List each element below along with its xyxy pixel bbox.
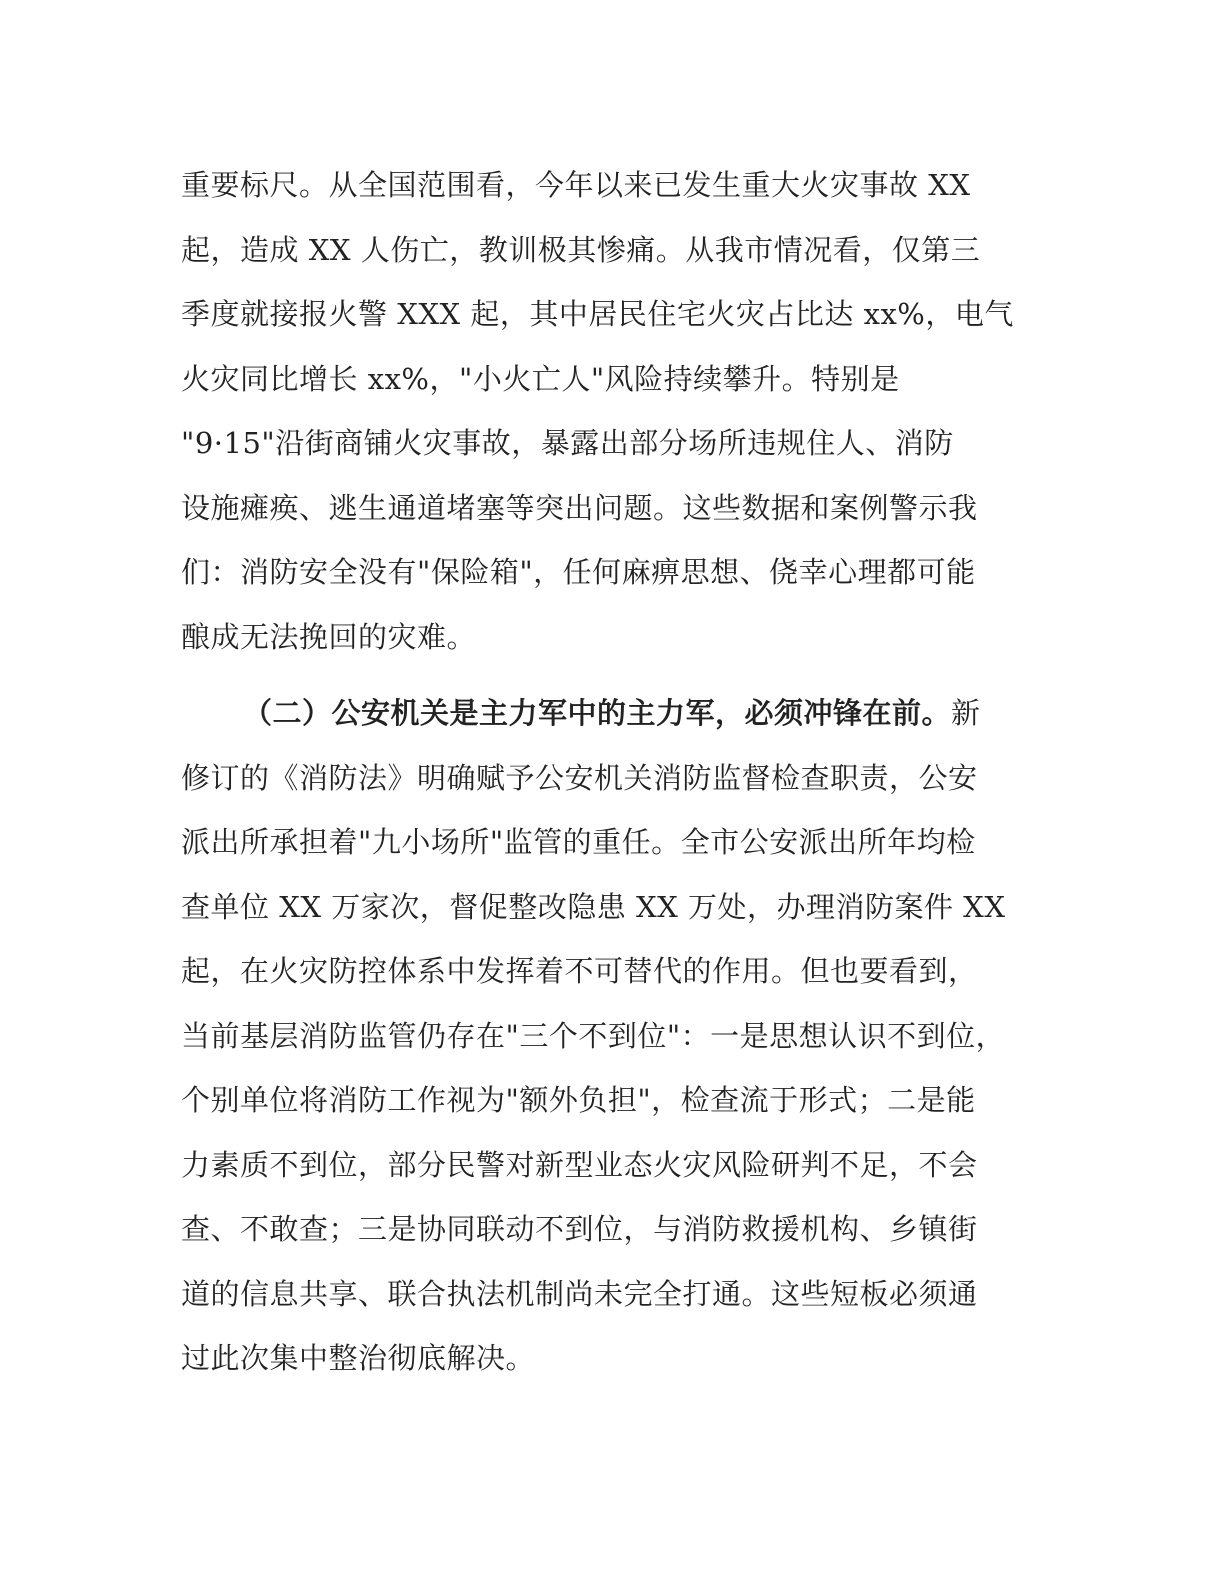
- paragraph-1: [181, 153, 1061, 669]
- text-line: 起，造成 XX 人伤亡，教训极其惨痛。从我市情况看，仅第三: [181, 232, 981, 267]
- text-line: 当前基层消防监管仍存在"三个不到位"：一是思想认识不到位，: [181, 1018, 1006, 1053]
- text-line: 力素质不到位，部分民警对新型业态火灾风险研判不足，不会: [181, 1147, 978, 1182]
- text-line: 季度就接报火警 XXX 起，其中居民住宅火灾占比达 xx%，电气: [181, 297, 1014, 331]
- text-line: 火灾同比增长 xx%，"小火亡人"风险持续攀升。特别是: [181, 361, 900, 396]
- text-line: 查、不敢查；三是协同联动不到位，与消防救援机构、乡镇街: [181, 1212, 978, 1246]
- text-line: 过此次集中整治彻底解决。: [181, 1341, 536, 1375]
- paragraph-2: [181, 681, 1061, 1391]
- text-line: 酿成无法挽回的灾难。: [181, 619, 477, 654]
- text-line: 们：消防安全没有"保险箱"，任何麻痹思想、侥幸心理都可能: [181, 555, 976, 589]
- text-line: 个别单位将消防工作视为"额外负担"，检查流于形式；二是能: [181, 1083, 976, 1117]
- text-line: 查单位 XX 万家次，督促整改隐患 XX 万处，办理消防案件 XX: [181, 889, 1006, 924]
- section-heading: （二）公安机关是主力军中的主力军，必须冲锋在前。: [243, 696, 952, 730]
- text-line: 重要标尺。从全国范围看，今年以来已发生重大火灾事故 XX: [181, 168, 971, 202]
- text-line: 道的信息共享、联合执法机制尚未完全打通。这些短板必须通: [181, 1276, 978, 1311]
- text-line: 派出所承担着"九小场所"监管的重任。全市公安派出所年均检: [181, 825, 976, 859]
- text-line: 设施瘫痪、逃生通道堵塞等突出问题。这些数据和案例警示我: [181, 490, 978, 525]
- text-line: "9·15"沿街商铺火灾事故，暴露出部分场所违规住人、消防: [181, 426, 954, 460]
- text-line: 起，在火灾防控体系中发挥着不可替代的作用。但也要看到，: [181, 954, 978, 988]
- text-line: 修订的《消防法》明确赋予公安机关消防监督检查职责，公安: [181, 760, 978, 795]
- heading-continuation: 新: [951, 696, 981, 730]
- paragraph-2-first-line: [181, 681, 1061, 746]
